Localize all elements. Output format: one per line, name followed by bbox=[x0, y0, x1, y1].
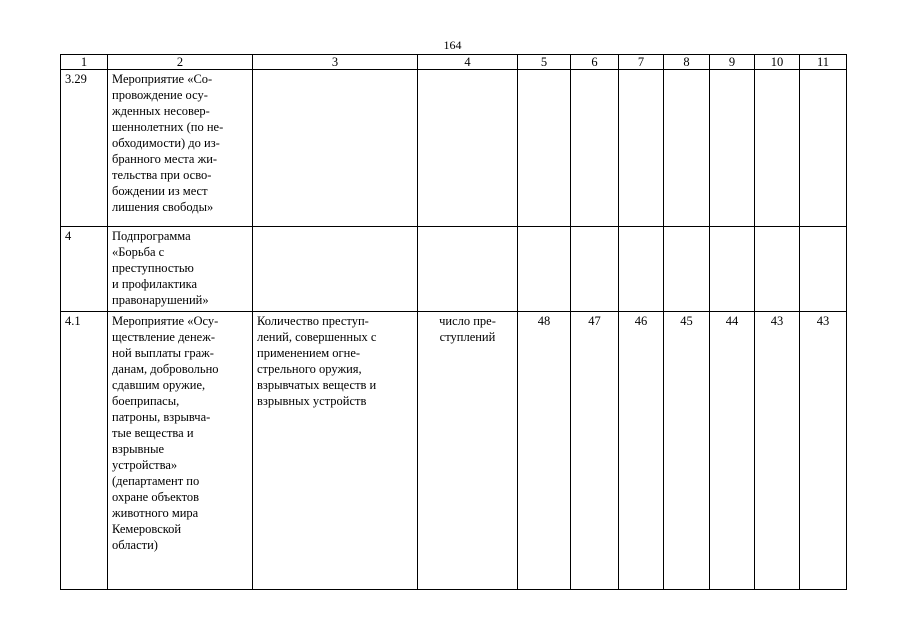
value-cell: 47 bbox=[571, 312, 619, 590]
value-cell bbox=[755, 70, 800, 227]
column-number: 9 bbox=[710, 55, 755, 70]
column-number: 6 bbox=[571, 55, 619, 70]
indicator-cell bbox=[253, 227, 418, 312]
value-cell bbox=[755, 227, 800, 312]
value-cell bbox=[571, 70, 619, 227]
indicator-cell: Количество преступ- лений, совершенных с применением огне- стрельного оружия, взрывчатых веществ и взрывных устройств bbox=[253, 312, 418, 590]
table-row bbox=[61, 227, 847, 312]
value-cell: 45 bbox=[664, 312, 710, 590]
table-row bbox=[61, 70, 847, 227]
column-number: 7 bbox=[619, 55, 664, 70]
column-number: 5 bbox=[518, 55, 571, 70]
value-cell bbox=[619, 227, 664, 312]
unit-cell bbox=[418, 70, 518, 227]
value-cell: 43 bbox=[800, 312, 847, 590]
indicator-cell bbox=[253, 70, 418, 227]
value-cell bbox=[800, 70, 847, 227]
column-number-row bbox=[61, 55, 847, 70]
column-number: 8 bbox=[664, 55, 710, 70]
value-cell: 46 bbox=[619, 312, 664, 590]
event-cell: Подпрограмма «Борьба с преступностью и профилактика правонарушений» bbox=[108, 227, 253, 312]
column-number: 4 bbox=[418, 55, 518, 70]
event-cell: Мероприятие «Со- провождение осу- жденных несовер- шеннолетних (по не- обходимости) до из- бранного места жи- тельства при осво- бождении из мест лишения свободы» bbox=[108, 70, 253, 227]
value-cell bbox=[710, 70, 755, 227]
value-cell bbox=[710, 227, 755, 312]
row-id: 3.29 bbox=[61, 70, 108, 227]
column-number: 2 bbox=[108, 55, 253, 70]
value-cell: 44 bbox=[710, 312, 755, 590]
column-number: 1 bbox=[61, 55, 108, 70]
value-cell bbox=[664, 227, 710, 312]
value-cell bbox=[518, 70, 571, 227]
value-cell bbox=[619, 70, 664, 227]
unit-cell bbox=[418, 227, 518, 312]
value-cell: 48 bbox=[518, 312, 571, 590]
page-number: 164 bbox=[443, 38, 462, 52]
program-table bbox=[60, 54, 847, 590]
unit-cell: число пре- ступлений bbox=[418, 312, 518, 590]
column-number: 3 bbox=[253, 55, 418, 70]
value-cell bbox=[571, 227, 619, 312]
value-cell bbox=[664, 70, 710, 227]
table-row bbox=[61, 312, 847, 590]
column-number: 10 bbox=[755, 55, 800, 70]
value-cell bbox=[800, 227, 847, 312]
row-id: 4 bbox=[61, 227, 108, 312]
value-cell bbox=[518, 227, 571, 312]
event-cell: Мероприятие «Осу- ществление денеж- ной выплаты граж- данам, добровольно сдавшим оружие, боеприпасы, патроны, взрывча- тые вещества и взрывные устройства» (департамент по охране объектов животного мира Кемеровской области) bbox=[108, 312, 253, 590]
value-cell: 43 bbox=[755, 312, 800, 590]
row-id: 4.1 bbox=[61, 312, 108, 590]
column-number: 11 bbox=[800, 55, 847, 70]
